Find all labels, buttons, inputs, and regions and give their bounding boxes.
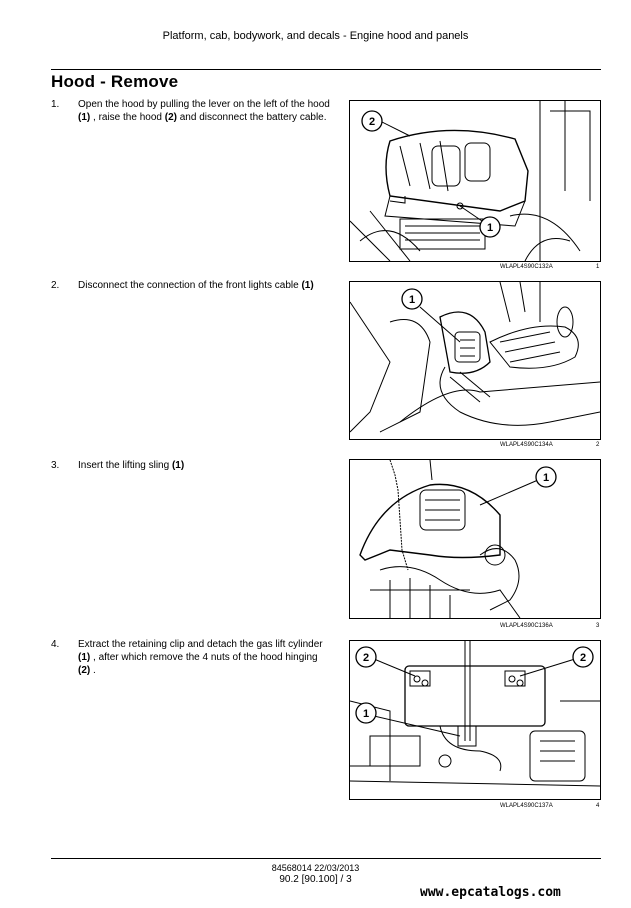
figure-number: 4	[596, 803, 600, 809]
step-text: Open the hood by pulling the lever on the left of the hood (1) , raise the hood (2) and disconnect the battery cable.	[78, 99, 330, 123]
svg-text:2: 2	[368, 116, 376, 128]
figure-3-image	[349, 459, 601, 619]
svg-text:1: 1	[542, 472, 550, 484]
figure-code: WLAPL4S90C137A	[500, 803, 553, 809]
figure-number: 1	[596, 264, 600, 270]
callout-1	[356, 703, 460, 736]
footer-document-id: 84568014 22/03/2013	[271, 863, 360, 873]
step-text: Insert the lifting sling (1)	[78, 460, 185, 471]
section-title: Hood - Remove	[51, 72, 179, 91]
callout-1	[480, 467, 556, 505]
footer-page-number: 90.2 [90.100] / 3	[279, 874, 352, 885]
callout-2-left	[356, 647, 415, 676]
svg-text:1: 1	[408, 294, 416, 306]
figure-number: 3	[596, 623, 600, 629]
figure-code: WLAPL4S90C136A	[500, 623, 553, 629]
figure-2-image	[349, 281, 601, 440]
header-rule	[51, 69, 601, 70]
step-number: 1.	[51, 99, 60, 110]
page-header-title: Platform, cab, bodywork, and decals - Engine hood and panels	[162, 30, 469, 42]
figure-4-image	[349, 640, 601, 800]
step-text: Extract the retaining clip and detach the gas lift cylinder (1) , after which remove the 4 nuts of the hood hinging (2) .	[78, 639, 323, 676]
callout-2-right	[520, 647, 593, 676]
callout-2	[362, 111, 410, 136]
callout-1	[402, 289, 460, 342]
figure-1-image	[349, 100, 601, 262]
svg-text:2: 2	[579, 652, 587, 664]
figure-number: 2	[596, 442, 600, 448]
step-number: 3.	[51, 460, 60, 471]
step-number: 2.	[51, 280, 60, 291]
step-text: Disconnect the connection of the front lights cable (1)	[78, 280, 314, 291]
footer-rule	[51, 858, 601, 859]
figure-code: WLAPL4S90C134A	[500, 442, 553, 448]
step-number: 4.	[51, 639, 60, 650]
figure-code: WLAPL4S90C132A	[500, 264, 553, 270]
svg-text:1: 1	[486, 222, 494, 234]
svg-text:1: 1	[362, 708, 370, 720]
watermark-url: www.epcatalogs.com	[420, 885, 561, 900]
svg-text:2: 2	[362, 652, 370, 664]
